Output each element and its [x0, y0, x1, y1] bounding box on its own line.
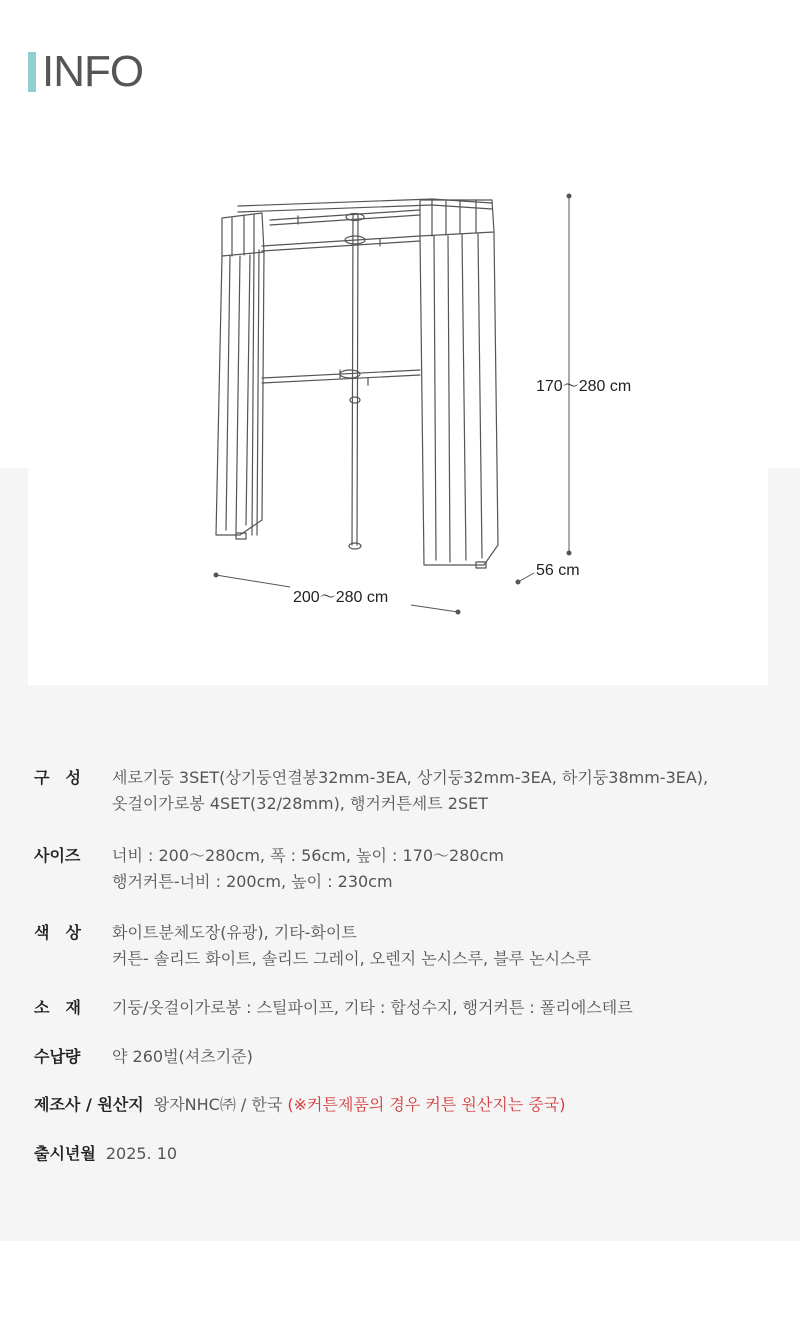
section-header — [28, 47, 144, 96]
spec-value-line: 행거커튼-너비 : 200cm, 높이 : 230cm — [112, 872, 393, 891]
spec-label: 수납량 — [34, 1047, 81, 1066]
spec-label: 사이즈 — [34, 846, 81, 865]
spec-color — [34, 920, 591, 972]
spec-value-line: 너비 : 200～280cm, 폭 : 56cm, 높이 : 170～280cm — [112, 846, 504, 865]
page-title: INFO — [42, 47, 144, 96]
spec-label: 소 재 — [34, 998, 81, 1017]
depth-dimension-label: 56 cm — [536, 562, 580, 579]
spec-size — [34, 843, 504, 895]
spec-value: 왕자NHC㈜ / 한국 — [153, 1095, 283, 1114]
spec-capacity — [34, 1044, 253, 1070]
spec-release-date — [34, 1141, 177, 1167]
spec-material — [34, 995, 633, 1021]
spec-value-line: 기둥/옷걸이가로봉 : 스틸파이프, 기타 : 합성수지, 행거커튼 : 폴리에스테르 — [112, 998, 633, 1017]
spec-label: 출시년월 — [34, 1144, 96, 1163]
spec-maker-origin — [34, 1092, 565, 1118]
header-accent-bar — [28, 52, 36, 92]
width-dimension-label: 200～280 cm — [293, 589, 389, 606]
spec-value-line: 커튼- 솔리드 화이트, 솔리드 그레이, 오렌지 논시스루, 블루 논시스루 — [112, 949, 592, 968]
spec-value-line: 세로기둥 3SET(상기둥연결봉32mm-3EA, 상기둥32mm-3EA, 하기둥38mm-3EA), — [112, 768, 709, 787]
hanger-illustration — [200, 180, 680, 620]
spec-value-line: 2025. 10 — [105, 1144, 178, 1163]
height-dimension-label: 170～280 cm — [536, 378, 632, 395]
origin-note: (※커튼제품의 경우 커튼 원산지는 중국) — [287, 1095, 566, 1114]
spec-label: 색 상 — [34, 923, 81, 942]
spec-composition — [34, 765, 708, 817]
spec-value-line: 약 260벌(셔츠기준) — [112, 1047, 253, 1066]
spec-label: 구 성 — [34, 768, 81, 787]
spec-value-line: 화이트분체도장(유광), 기타-화이트 — [112, 923, 357, 942]
spec-value-line: 옷걸이가로봉 4SET(32/28mm), 행거커튼세트 2SET — [112, 794, 489, 813]
spec-label: 제조사 / 원산지 — [34, 1095, 144, 1114]
